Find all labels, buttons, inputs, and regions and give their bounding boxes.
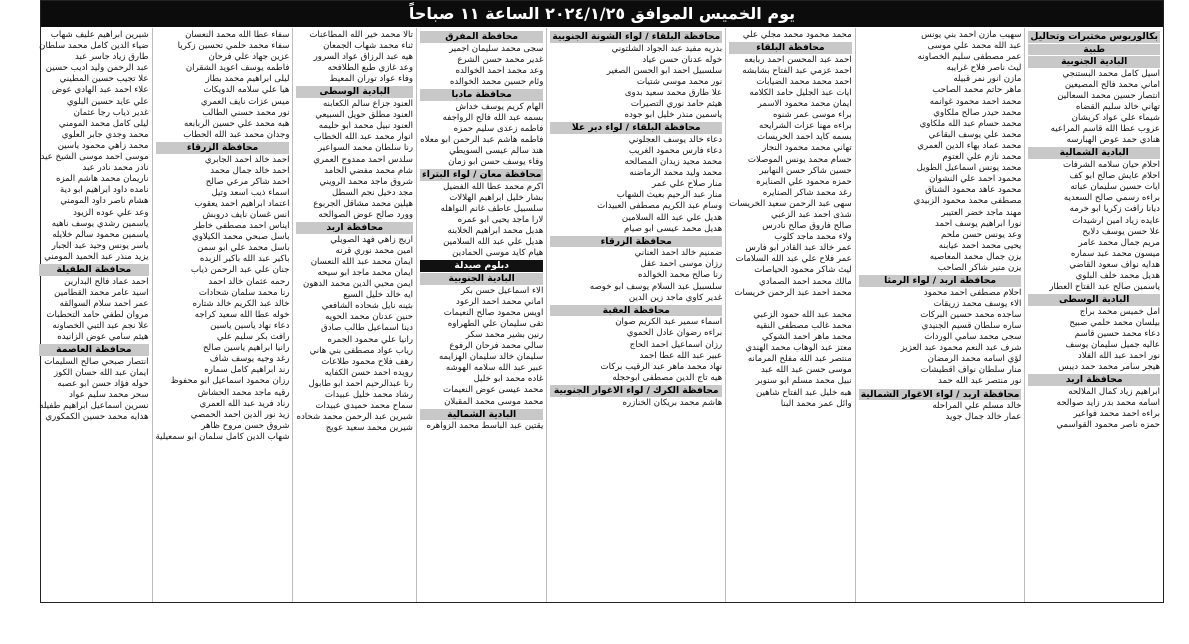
- name-entry: دينا اسماعيل طالب صادق: [321, 323, 413, 334]
- name-entry: رنين بشير محمد سكر: [465, 329, 544, 340]
- name-entry: محمد عماد بهاء الدين العمري: [917, 140, 1022, 151]
- name-entry: العنود جزاع سالم الكعابنه: [322, 99, 413, 110]
- name-entry: شيرين ابراهيم عليف شهاب: [50, 30, 149, 40]
- name-entry: رياب عواد مصطفى بني هاني: [309, 345, 413, 356]
- name-entry: هنادي حمد عوض الهبارسه: [1066, 135, 1160, 146]
- section-header: محافظة اربد: [1028, 374, 1160, 386]
- name-entry: سليمان خالد سليمان الهزايمه: [438, 352, 544, 363]
- name-entry: شيرين عبد الرحمن محمد شحاده: [296, 412, 413, 423]
- section-header: طبية: [1028, 44, 1160, 56]
- name-entry: بسمه كايد احمد الخريسات: [757, 132, 852, 143]
- name-entry: اسماء سمير عبد الكريم صوان: [615, 317, 723, 328]
- name-entry: رحمه عثمان خالد احمد: [208, 276, 290, 287]
- name-entry: رزان موسى احمد عقل: [640, 259, 723, 270]
- name-entry: براءه رضوان عادل الحموي: [626, 328, 723, 339]
- name-entry: اريج زاهي فهد الصويلي: [330, 234, 413, 245]
- name-entry: احلام عايش صالح ابو كف: [1069, 171, 1160, 182]
- section-header: محافظة البلقاء: [729, 42, 852, 54]
- name-entry: الاء اسماعيل حسن بكر: [461, 285, 544, 296]
- name-entry: رزان اسماعيل احمد الحاج: [629, 339, 723, 350]
- name-entry: احمد محمد محمد الضيابات: [756, 76, 852, 87]
- name-entry: غدير ذياب رجا عثمان: [73, 107, 149, 118]
- name-entry: عمار خالد جمال جويد: [945, 412, 1022, 423]
- section-header: محافظة العاصمة: [39, 344, 148, 356]
- name-entry: بدريه مفيد عبد الجواد الشلتوني: [611, 43, 723, 54]
- name-entry: احمد عبد المحسن احمد ربابعه: [744, 54, 852, 65]
- name-entry: ميس عزات نايف العمري: [200, 96, 290, 107]
- name-entry: هدايه محمد حسين الكمكوري: [45, 412, 149, 423]
- section-header: محافظة البلقاء / لواء دير علا: [550, 122, 722, 134]
- name-entry: عبد الله محمد علي موسى: [927, 41, 1022, 52]
- name-entry: شرف عبد النعم محمود عبد العزيز: [900, 343, 1022, 354]
- section-header: محافظة الزرقاء: [156, 142, 290, 154]
- name-entry: مالك محمد احمد الصمادي: [759, 276, 852, 287]
- name-entry: محمد حيدر صالح ملكاوي: [933, 107, 1022, 118]
- section-header: محافظة البلقاء / لواء الشونة الجنوبية: [552, 31, 721, 42]
- name-entry: مريم جمال محمد عامر: [1078, 237, 1160, 248]
- name-entry: سلدس احمد ممدوح العمري: [313, 154, 413, 165]
- section-header: بكالوريوس مختبرات وتحاليل: [1030, 31, 1158, 42]
- name-entry: ساره سلطان قسيم الجنيدي: [921, 320, 1022, 331]
- name-entry: رغد محمد شاكر الصنايره: [762, 187, 852, 198]
- name-entry: وعد علي عوده الزيود: [73, 207, 149, 218]
- name-entry: براء موسى عمر شنوه: [772, 110, 852, 121]
- name-entry: ثناء محمد شهاب الجمعان: [323, 41, 413, 52]
- name-entry: احمد شاكر مرعي صالح: [205, 176, 290, 187]
- name-entry: احمد خالد احمد الجابري: [204, 154, 290, 165]
- name-entry: بشار خليل ابراهيم الهلالات: [449, 192, 544, 203]
- name-entry: سجى محمد سليمان اجمير: [449, 43, 544, 54]
- name-entry: منار عبد الرحيم بعيث الشهاب: [616, 190, 723, 201]
- name-entry: خوله عطا الله سعيد كراجه: [194, 309, 290, 320]
- name-entry: وائل عمر محمد البنا: [780, 398, 852, 409]
- name-entry: ميسون محمد عبد سماره: [1070, 248, 1160, 259]
- section-header: محافظة اربد / لواء الرمثا: [859, 275, 1022, 287]
- name-entry: مهند ماجد خضر العتيبر: [941, 207, 1022, 218]
- name-entry: عمر خالد عبد القادر ابو فارس: [745, 243, 852, 254]
- name-entry: رانيا ابراهيم ياسين صالح: [202, 343, 290, 354]
- name-entry: بسمه عبد الله فالح الرواجفه: [442, 112, 544, 123]
- name-entry: [729, 299, 852, 310]
- name-entry: بثينه نايل شحاده الشافعي: [321, 301, 413, 312]
- name-entry: اسماء ذيب اسعد وتيل: [211, 187, 290, 198]
- name-entry: ولاء محمد ماجد كلوب: [774, 232, 852, 243]
- name-entry: نور منتصر عبد الله حمد: [938, 376, 1022, 387]
- name-entry: علا حسن يوسف دلايح: [1082, 226, 1160, 237]
- name-entry: معتز عبد الوهاب محمد الهندي: [745, 343, 852, 354]
- name-entry: وفاء يوسف حسن ابو زمان: [448, 157, 544, 168]
- name-entry: تقى سليمان علي الطهراوه: [447, 318, 544, 329]
- name-entry: سحر محمد سليم عواد: [69, 390, 149, 400]
- column-5: [416, 28, 546, 602]
- name-entry: رانيا علي محمود الجمره: [327, 334, 413, 345]
- name-entry: محمد حسام عبد الله ملكاوي: [919, 118, 1022, 129]
- name-entry: امل خميس محمد براج: [1079, 306, 1160, 317]
- name-entry: سماح محمد حميدي عبيدات: [315, 401, 413, 412]
- name-entry: هيثم سامي عوض الزانيده: [57, 332, 149, 343]
- name-entry: نور محمد موسى شتيات: [636, 76, 723, 87]
- name-entry: رقيه ماجد محمد الحشاش: [197, 387, 290, 398]
- name-entry: رنا صالح محمد الخوالده: [638, 270, 723, 281]
- name-entry: محمد وجدي جابر العلوي: [61, 129, 149, 140]
- name-entry: نورا ابراهيم يوسف احمد: [934, 218, 1022, 229]
- name-entry: طارق زياد جاسر عبد: [74, 52, 149, 63]
- section-header: محافظة اربد: [296, 222, 413, 234]
- section-header: محافظة معان / لواء البتراء: [422, 169, 542, 181]
- name-entry: احمد خالد جمال محمد: [210, 165, 290, 176]
- name-entry: زيد نور الدين احمد الحمصي: [190, 409, 290, 420]
- name-entry: هيا علي سلامه الدويكات: [203, 85, 290, 96]
- name-entry: عمر احمد سلام السوالقه: [59, 298, 149, 309]
- name-entry: نامده داود ابراهيم ابو دية: [60, 185, 149, 196]
- name-entry: فاطمه زعدى سليم حمزه: [453, 123, 544, 134]
- name-entry: احمد عزمي عبد الفتاح بشابشه: [742, 65, 852, 76]
- name-entry: شيرين محمد سعيد عويج: [325, 423, 413, 434]
- column-1: [1024, 28, 1163, 602]
- name-entry: هبه محمد علي حسين الربابعه: [184, 118, 290, 129]
- name-entry: ياسمين رشدي يوسف ناهيه: [51, 218, 149, 229]
- section-header: البادية الجنوبية: [420, 273, 543, 285]
- name-entry: هيه تاج الدين مصطفى ابوحجله: [612, 372, 723, 383]
- name-entry: سهيب مازن احمد بني يونس: [921, 30, 1022, 40]
- name-entry: الاء يوسف محمد زريقات: [933, 298, 1022, 309]
- name-entry: احلام مصطفى احمد محمود: [923, 287, 1022, 298]
- name-entry: هديل محمد ابراهيم الخلابنه: [447, 226, 544, 237]
- name-entry: محمود احمد علي النشوان: [929, 174, 1022, 185]
- name-entry: ابراهيم زياد كمال الملالحه: [1068, 386, 1160, 397]
- name-entry: يقتين عبد الباسط محمد الزواهره: [426, 421, 544, 432]
- name-entry: عايده زياد امين ارشيدات: [1072, 215, 1160, 226]
- section-header: البادية الشمالية: [420, 409, 543, 421]
- name-entry: غدير كاوي ماجد زين الدين: [628, 292, 723, 303]
- name-entry: لارا ماجد يحيى ابو عمره: [457, 215, 544, 225]
- section-header: دبلوم صيدلة: [420, 260, 543, 272]
- name-entry: منار صلاح علي عمر: [652, 179, 723, 190]
- name-entry: يزن منير شاكر الصاحب: [937, 262, 1022, 273]
- name-entry: رافت بكر سليم علي: [216, 332, 290, 343]
- name-entry: ليلى كامل محمد المومني: [58, 118, 149, 129]
- name-entry: علا نجم عبد التبي الخصاونه: [52, 320, 149, 331]
- name-entry: ليلى ابراهيم محمد بطاز: [205, 74, 290, 85]
- name-entry: محمد يونس اسماعيل الطويل: [916, 163, 1022, 174]
- name-entry: انوار محمد عبد الله الخطاب: [313, 132, 413, 143]
- name-entry: حسام محمد يونس الموصلات: [747, 154, 852, 165]
- name-entry: سلسبيل عاطف غانم النواهله: [440, 203, 544, 214]
- name-entry: علي عايد حسين البلوي: [66, 96, 149, 107]
- name-entry: رنا عبدالرحيم احمد ابو طابول: [308, 378, 413, 389]
- name-entry: عزين جهاد علي فرحان: [208, 52, 290, 63]
- name-entry: اويس محمود صالح النعيمات: [443, 307, 544, 318]
- name-entry: غدير محمد حسن الشرع: [457, 54, 544, 65]
- name-entry: ضمنيم خالد احمد العناني: [634, 248, 723, 259]
- name-entry: اعتماد ابراهيم احمد يعقوب: [194, 198, 290, 209]
- name-entry: اماني محمد احمد الرعود: [456, 296, 544, 307]
- name-entry: وعد يونس حسن ملحم: [941, 229, 1022, 240]
- name-entry: نهاد محمد ماهر عبد الرقيب بركات: [600, 361, 723, 372]
- name-entry: رشاد محمد خليل عبيدات: [324, 390, 413, 400]
- name-entry: هبه خليل عبد الفتاح شاهين: [755, 387, 852, 398]
- name-entry: وجدان محمد عبد الله الحطاب: [183, 129, 290, 140]
- name-entry: يزيد منذر عبد الحميد المومني: [44, 251, 149, 262]
- name-entry: غاده محمد ابو خليل: [473, 374, 544, 385]
- section-header: البادية الوسطى: [1028, 294, 1160, 306]
- name-entry: محمد زاهي محمود ياسين: [57, 140, 149, 151]
- name-entry: براءه مهنا عزات الشرايحه: [758, 121, 852, 132]
- name-entry: سهى عبد الرحمن سعيد الخريسات: [729, 198, 852, 209]
- name-entry: محمد مجيد زيدان المصالحه: [624, 157, 723, 168]
- name-entry: فاطمه هاشم عبد الرحمن ابو معلاه: [420, 134, 544, 145]
- name-entry: شيماء علي عواد كريشان: [1071, 113, 1160, 124]
- section-header: محافظة المفرق: [420, 31, 543, 43]
- name-entry: ماهر حاتم محمد الصاحب: [932, 85, 1022, 96]
- name-entry: دعاء فارس محمود الغريب: [628, 145, 723, 156]
- section-header: محافظة الطفيلة: [39, 264, 148, 276]
- name-entry: مروان لطفي حامد التحطبات: [46, 309, 149, 320]
- section-header: محافظة الكرك / لواء الاغوار الجنوبية: [550, 385, 722, 397]
- name-entry: صالح فاروق صالح نادرس: [762, 221, 852, 232]
- name-entry: عبير عبد الله سلامه الهوشه: [445, 363, 544, 374]
- name-entry: محمد غالب مصطفى النقيه: [755, 320, 852, 331]
- column-6: [292, 28, 416, 602]
- name-entry: شهاب الدين كامل سلمان ابو سمعيلية: [155, 431, 290, 442]
- name-entry: ايات حسين سليمان عباته: [1070, 182, 1160, 193]
- name-entry: حمزه ناصر محمود القواسمي: [1056, 420, 1160, 431]
- name-entry: شام محمد مفضي الحامد: [324, 165, 413, 176]
- name-entry: ايمان محمد محمود الاسمر: [757, 99, 852, 110]
- name-entry: انتصار حسين محمد السعالين: [1057, 90, 1160, 101]
- name-entry: محمد موسى محمد المقبلان: [444, 396, 544, 407]
- name-entry: اسامه محمد بدر زايد صوالحه: [1056, 398, 1160, 408]
- name-entry: هديل محمد خلف البلوي: [1075, 270, 1160, 281]
- name-entry: هاشم محمد بريكان الخنازره: [622, 397, 723, 408]
- name-entry: لؤي اسامه محمد الرمضان: [927, 354, 1022, 365]
- name-entry: عاليه جميل سليمان يوسف: [1065, 340, 1160, 351]
- name-entry: يحيى محمد احمد عيابنه: [938, 240, 1022, 251]
- name-entry: مصطفى محمد محمود الزبيدي: [913, 196, 1022, 207]
- name-entry: حمزه محمود علي الصنايره: [756, 176, 852, 187]
- name-entry: اسيل كامل محمد البستنجي: [1062, 68, 1160, 79]
- name-entry: ايات عبد الجليل حامد الكلامه: [749, 87, 852, 98]
- name-entry: خالد عبد الكريم خالد شتاره: [192, 298, 290, 309]
- column-4: [546, 28, 725, 602]
- name-entry: الهام كريم يوسف خداش: [455, 101, 544, 112]
- section-header: محافظة الزرقاء: [550, 236, 722, 248]
- name-entry: ايمن محيي الدين محمد الدهون: [302, 279, 413, 290]
- column-7: [152, 28, 293, 602]
- name-entry: هديل محمد عيسى ابو صيام: [624, 223, 723, 234]
- section-header: البادية الجنوبية: [1028, 56, 1160, 68]
- name-entry: منار سلطان نواف اقطيشات: [920, 365, 1022, 376]
- name-entry: عبير عبد الله عطا احمد: [639, 350, 723, 361]
- name-entry: موسى احمد موسى الشيخ عيد: [40, 152, 149, 163]
- name-entry: ياسمين منذر خليل ابو جوده: [624, 110, 723, 121]
- name-entry: شروق ماجد محمد الرويني: [319, 176, 413, 187]
- name-entry: محمد عيسى عوض النعيمات: [442, 385, 544, 396]
- section-header: البادية الشمالية: [1028, 147, 1160, 159]
- name-entry: هدايه نواف سعود القاضي: [1069, 259, 1160, 270]
- name-entry: اماني محمد فالح المصيعين: [1064, 79, 1160, 90]
- name-entry: رنا محمد سلمان شحادات: [198, 287, 290, 298]
- name-entry: محمد عبد الله حمود الزعبي: [753, 309, 852, 320]
- name-entry: هديل علي عبد الله السلامين: [443, 237, 544, 248]
- name-entry: ايمان محمد عبد الله النعسان: [310, 256, 413, 267]
- name-entry: نور محمد حسني الطالب: [202, 107, 290, 118]
- name-entry: محمد محمود محمد مجلي علي: [742, 30, 852, 40]
- name-entry: سفاء محمد حلمي تحسين زكريا: [177, 41, 290, 52]
- name-entry: هيام كايد موسى الحمادين: [452, 248, 544, 259]
- name-entry: تهاني محمد محمود النجار: [762, 143, 852, 154]
- name-entry: يزن جمال محمد المعاصيه: [929, 251, 1022, 262]
- name-entry: فاطمه يوسف اعويد الشقران: [185, 63, 290, 74]
- name-entry: رغد وجيه يوسف شاف: [209, 354, 290, 365]
- name-entry: العنود نبيل محمد ابو حليمه: [318, 121, 413, 132]
- section-header: محافظة العقبة: [550, 305, 722, 317]
- name-entry: ايمان عبد الله حسان الكوز: [54, 367, 149, 378]
- name-entry: وعد غازي طبع الطلافحه: [327, 63, 413, 74]
- name-entry: ناريمان محمد هاشم المزه: [55, 174, 149, 185]
- name-entry: رنا سلطان محمد السواعير: [318, 143, 413, 154]
- name-entry: ديانا رافت زكريا ابو خرمه: [1069, 204, 1160, 215]
- name-entry: سلسبيل احمد ابو الحسن الصغير: [606, 65, 723, 76]
- name-entry: بيلسان محمد حلمي صبيح: [1069, 317, 1160, 328]
- newspaper-page: [40, 0, 1164, 603]
- name-entry: امين محمد نوري قرنه: [335, 245, 413, 256]
- name-entry: حسين شاكر حسن النهابير: [759, 165, 852, 176]
- column-8: [36, 28, 151, 602]
- name-entry: ساجده محمد حسين البركات: [920, 309, 1022, 320]
- name-entry: نسرين اسماعيل ابراهيم طفيله: [39, 401, 149, 412]
- name-entry: موسى حسن عبد الله عبد: [760, 365, 852, 376]
- name-entry: شذى احمد عبد الزعبي: [771, 210, 852, 220]
- name-entry: حنين عدنان محمد الحويه: [325, 312, 413, 323]
- name-entry: انتصار صبحي صالح السليمات: [44, 356, 149, 367]
- name-entry: براءه رسمي صالح السعديه: [1063, 193, 1160, 204]
- name-entry: محمود عاهد محمود الشناق: [925, 185, 1022, 196]
- name-entry: اسيد عامر محمد القطامين: [54, 287, 149, 298]
- name-entry: وئام حسين محمد الخوالده: [449, 76, 544, 87]
- name-entry: ايمان محمد ماجد ابو سيحه: [317, 267, 413, 278]
- name-entry: عروب عطا الله قاسم المراعيه: [1050, 124, 1160, 135]
- name-entry: دعاء محمد حسين قاسم: [1074, 328, 1160, 339]
- name-entry: ليث ناصر فلاح غرايبه: [946, 63, 1022, 74]
- name-entry: وعد محمد احمد الخوالده: [455, 65, 544, 76]
- name-entry: نبيل محمد مسلم ابو سنوبر: [755, 376, 852, 387]
- name-entry: هشام ناصر داود المومني: [60, 196, 149, 207]
- name-entry: دعاء نهاد ياسين ياسين: [210, 320, 290, 331]
- name-entry: علا تجيب حسين المطيني: [59, 74, 149, 85]
- name-entry: باسل محمد علي ابو سمن: [197, 243, 290, 254]
- name-entry: دعاء خالد يوسف العجلوني: [628, 134, 723, 145]
- name-entry: سلسبيل عبد السلام يوسف ابو خوصه: [589, 281, 723, 292]
- name-entry: محمد احمد محمود غوانمه: [929, 96, 1022, 107]
- name-entry: رزان محمود اسماعيل ابو محفوظ: [170, 376, 290, 387]
- name-entry: هيه عبد الرزاق عواد السرور: [313, 52, 413, 63]
- section-header: محافظة مادبا: [420, 89, 543, 101]
- name-entry: وورد صالح عوض الصوالحه: [318, 210, 413, 220]
- name-entry: براءه احمد محمد فواعير: [1073, 409, 1160, 420]
- name-entry: وفاء عواد توران المعيط: [329, 74, 413, 85]
- name-entry: مجد دخيل نجم السطل: [332, 187, 413, 198]
- name-entry: ياسمين محمود سالم خلايله: [52, 229, 149, 240]
- name-entry: رهف فلاح محمود طلاعات: [321, 356, 413, 367]
- name-entry: هيجر سامر محمد حمد ديبس: [1058, 362, 1160, 373]
- column-3: [725, 28, 855, 602]
- name-entry: احمد عماد فالح البدارين: [64, 276, 149, 287]
- name-entry: عبد الرحمن وليد اديب حسين: [45, 63, 149, 74]
- name-entry: خالد مسلم علي المراحله: [932, 401, 1022, 412]
- name-entry: علا طارق محمد سعيد بدوى: [624, 87, 723, 98]
- name-entry: جنان علي عبد الرحمن ذياب: [190, 265, 290, 276]
- name-entry: تهاني خالد سليم القضاه: [1075, 102, 1160, 113]
- name-entry: سجى محمد سامي الوردات: [924, 332, 1022, 343]
- name-entry: هيلين محمد مشاقل الجربوع: [313, 198, 413, 209]
- section-header: البادية الوسطى: [296, 86, 413, 98]
- name-entry: شروق حسن مروح ظاهر: [201, 420, 290, 431]
- name-entry: سفاء عطا الله محمد النعسان: [185, 30, 290, 40]
- name-entry: انس غسان نايف دروبش: [202, 210, 290, 220]
- name-entry: محمد ماهر احمد الشوكي: [761, 332, 852, 343]
- section-header: محافظة اربد / لواء الاغوار الشمالية: [860, 388, 1020, 400]
- name-entry: سالي محمد فرحان الرفوع: [449, 341, 544, 352]
- name-entry: رناد فريد عبد الله العمري: [199, 398, 290, 409]
- name-entry: مازن انور نمر قبيله: [953, 74, 1022, 85]
- name-entry: هند سالم عيسى السويطي: [449, 145, 544, 156]
- name-entry: هديل علي عبد الله السلامين: [621, 212, 723, 223]
- name-entry: ياسر يونس وحيد عبد الجبار: [51, 240, 149, 251]
- name-entry: محمد نازم علي العتوم: [942, 152, 1022, 163]
- page-title: يوم الخميس الموافق ٢٠٢٤/١/٢٥ الساعة ١١ صباحاً: [41, 1, 1163, 27]
- name-entry: وسام عبد الكريم مصطفى العبيدات: [597, 201, 723, 212]
- name-entry: عمر فلاح علي عبد الله السلامات: [735, 254, 852, 265]
- name-entry: ياسمين صالح عبد الفتاح العطار: [1049, 282, 1160, 293]
- name-entry: محمد احمد عبد الرحمن خريسات: [734, 287, 852, 298]
- name-entry: محمد وليد محمد الرماضنه: [629, 168, 723, 179]
- name-entry: حوله فؤاد حسن ابو عصبه: [57, 378, 149, 389]
- name-entry: هيثم حامد نوري التصيرات: [630, 99, 723, 110]
- name-entry: ضياء الدين كامل محمد سلطان: [39, 41, 149, 52]
- name-entry: نور احمد عبد الله الفلاد: [1077, 351, 1160, 362]
- name-entry: ليث شاكر محمود الحياصات: [754, 265, 852, 276]
- name-entry: احلام حيان سلامه الشرفات: [1063, 160, 1160, 171]
- name-entry: ايه خالد خليل السيع: [343, 290, 413, 301]
- name-entry: منتصر عبد الله مفلح المرمانه: [747, 354, 852, 365]
- results-columns: [41, 28, 1163, 602]
- column-2: [855, 28, 1025, 602]
- name-entry: خوله عدنان حسن عياد: [642, 54, 723, 65]
- name-entry: عمر مصطفى سليم الخصاونه: [917, 52, 1022, 63]
- name-entry: باسل صبحي محمد الكيلاوي: [191, 232, 290, 243]
- name-entry: محمد علي يوسف البقاعي: [928, 129, 1022, 140]
- name-entry: ايناس احمد مصطفى خاطر: [193, 221, 290, 232]
- name-entry: العنود مطلق حويل السبيعي: [315, 110, 413, 121]
- name-entry: اكرم محمد عطا الله الفضيل: [443, 181, 544, 192]
- name-entry: رويده احمد حسن الكفايه: [324, 367, 413, 378]
- name-entry: نادر محمد نادر عبد: [82, 163, 149, 174]
- name-entry: رند ابراهيم كامل سماره: [204, 365, 290, 376]
- name-entry: تالا محمد خير الله المطاعنات: [309, 30, 413, 40]
- name-entry: علاء احمد عبد الهادي عوض: [51, 85, 149, 96]
- name-entry: باكير عبد الله باكير الزبده: [199, 254, 290, 265]
